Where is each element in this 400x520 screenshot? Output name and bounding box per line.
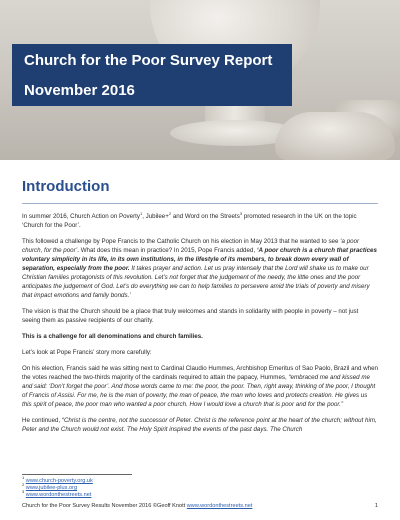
quote: “Christ is the centre, not the successor of Peter. Christ is the reference point at the heart of the church; without him, Peter and the Church would not exist. The Holy Spirit inspired the events of the past days. The Church (22, 417, 377, 433)
heading-divider (22, 203, 378, 204)
paragraph-2 (22, 237, 378, 300)
quote-emphasis: ‘A poor church is a church that practices voluntary simplicity in its life, in its own institutions, in the lifestyle of its members, to break down every wall of separation, especially from the poor. (22, 247, 377, 272)
footer-link[interactable]: www.wordonthestreets.net (186, 503, 253, 509)
section-heading: Introduction (22, 178, 110, 195)
footnote-separator (22, 474, 132, 475)
text: , Jubilee+ (142, 213, 169, 220)
footer-label: Church for the Poor Survey Results November 2016 ©Geoff Knott (22, 503, 187, 509)
footer-text (22, 503, 358, 509)
footnote-number: 1 (22, 475, 25, 481)
text: . What does this mean in practice? In 2015, Pope Francis added, (77, 247, 257, 254)
page-number: 1 (374, 503, 378, 509)
footnote-ref-2: 2 (168, 210, 172, 216)
footnote-3 (22, 489, 378, 499)
quote: “embraced me and kissed me and said: ‘Don’t forget the poor’. And those words came to me: the poor, the poor. Then, right away, thinking of the poor, I thought of Francis of Assisi. For me, he is the man of poverty, the man of peace, the man who loves and protects creation. He gives us this spirit of peace, the poor man who wanted a poor church. How I would love a church that is poor and for the poor.” (22, 374, 376, 408)
footnote-link-2[interactable]: www.jubilee-plus.org (25, 485, 78, 491)
footnote-ref-3: 3 (239, 210, 243, 216)
page-footer (22, 503, 378, 509)
quote: ‘a poor church, for the poor’ (22, 238, 360, 254)
main-content (22, 178, 378, 441)
footnote-ref-1: 1 (139, 210, 143, 216)
text: He continued, (22, 417, 62, 424)
paragraph-5: Let’s look at Pope Francis’ story more carefully: (22, 349, 152, 356)
paragraph-7 (22, 416, 378, 434)
footnote-link-3[interactable]: www.wordonthestreets.net (25, 492, 92, 498)
text: and Word on the Streets (171, 213, 240, 220)
report-title-banner (12, 44, 292, 106)
text: In summer 2016, Church Action on Poverty (22, 213, 140, 220)
text: This followed a challenge by Pope Francis to the Catholic Church on his election in May 2013 that he wanted to see (22, 238, 341, 245)
paragraph-4: This is a challenge for all denominations and church families. (22, 333, 203, 340)
text: On his election, Francis said he was sitting next to Cardinal Claudio Hummes, Archbishop Emeritus of Sao Paolo, Brazil and when the votes reached the two-thirds majority of the cardinals required to attain the papacy, Hummes, (22, 365, 378, 381)
footnotes (22, 474, 378, 499)
report-date: November 2016 (24, 82, 135, 99)
bread-loaf-image (275, 112, 395, 160)
paragraph-3: The vision is that the Church should be a place that truly welcomes and stands in solidarity with people in poverty – not just seeing them as passive recipients of our charity. (22, 308, 359, 324)
footnote-link-1[interactable]: www.church-poverty.org.uk (25, 478, 93, 484)
text: promoted research in the UK on the topic ‘Church for the Poor’. (22, 213, 357, 229)
paragraph-1 (22, 212, 378, 230)
quote: It takes prayer and action. Let us pray intensely that the Lord will shake us to make our Christian families protagonists of this revolution. Let’s not forget that the judgement of the needy, the little ones and the poor anticipates the judgement of God. Let’s do everything we can to help families to persevere amid the trials of poverty and misery that impact emotions and family bonds.’ (22, 265, 370, 299)
report-title: Church for the Poor Survey Report (24, 52, 273, 69)
footnote-number: 2 (22, 482, 25, 488)
footnote-number: 3 (22, 489, 25, 495)
paragraph-6 (22, 364, 378, 409)
